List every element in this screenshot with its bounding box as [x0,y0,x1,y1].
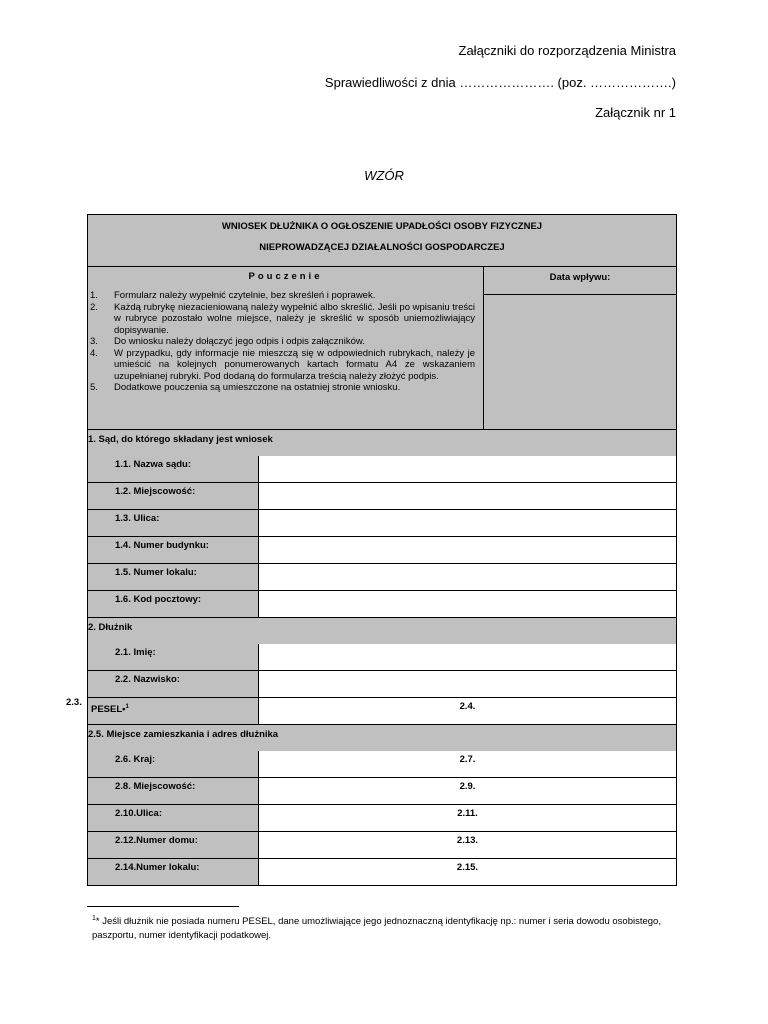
address-field-label: 2.10.Ulica: [88,805,259,831]
address-field-label: 2.14.Numer lokalu: [88,859,259,885]
pesel-row [88,697,676,724]
wzor-label: WZÓR [364,168,404,183]
field-input[interactable] [259,456,676,482]
date-received-heading: Data wpływu: [484,267,676,295]
address-field-input[interactable]: 2.7. [259,751,676,777]
form-title-line-1: WNIOSEK DŁUŻNIKA O OGŁOSZENIE UPADŁOŚCI OSOBY FIZYCZNEJ [221,221,543,232]
footnote-separator [87,906,239,907]
field-label: 2.2. Nazwisko: [88,671,259,697]
header-line-1: Załączniki do rozporządzenia Ministra [458,43,676,58]
field-label: 1.4. Numer budynku: [88,537,259,563]
field-label: 1.3. Ulica: [88,510,259,536]
address-row [88,751,676,777]
pouczenie-item-number: 3. [90,336,98,347]
section-2-header: 2. Dłużnik [88,617,676,644]
address-row [88,858,676,885]
field-input[interactable] [259,483,676,509]
pouczenie-row [88,266,676,429]
pesel-footnote-ref: 1 [125,704,129,710]
pouczenie-item-text: Dodatkowe pouczenia są umieszczone na ostatniej stronie wniosku. [114,382,401,393]
field-input[interactable] [259,591,676,617]
address-field-label: 2.8. Miejscowość: [88,778,259,804]
pouczenie-item-number: 4. [90,347,98,359]
form-title-line-2: NIEPROWADZĄCEJ DZIAŁALNOŚCI GOSPODARCZEJ [259,242,505,253]
pouczenie-item-text: Formularz należy wypełnić czytelnie, bez skreśleń i poprawek. [114,290,376,301]
field-input[interactable] [259,671,676,697]
address-field-label: 2.12.Numer domu: [88,832,259,858]
pouczenie-item-number: 1. [90,290,98,301]
field-label: 1.1. Nazwa sądu: [88,456,259,482]
field-label: 2.1. Imię: [88,644,259,670]
form-field-row [88,509,676,536]
field-label: 1.5. Numer lokalu: [88,564,259,590]
field-input[interactable] [259,537,676,563]
pouczenie-item [90,290,475,302]
form-field-row [88,456,676,482]
form-field-row [88,590,676,617]
form-field-row [88,670,676,697]
pesel-label [88,698,259,724]
field-input[interactable] [259,510,676,536]
section-1-header: 1. Sąd, do którego składany jest wniosek [88,429,676,456]
pouczenie-item-number: 2. [90,301,98,313]
address-field-input[interactable]: 2.13. [259,832,676,858]
header-line-2: Sprawiedliwości z dnia …………………. (poz. ……………….) [324,75,676,90]
pouczenie-box [88,267,484,429]
form-field-row [88,536,676,563]
form-title [88,215,676,266]
address-field-label: 2.6. Kraj: [88,751,259,777]
field-2-4[interactable]: 2.4. [259,698,676,724]
footnote-mark: 1 [92,915,96,922]
field-input[interactable] [259,564,676,590]
address-row [88,777,676,804]
section-2-5-header: 2.5. Miejsce zamieszkania i adres dłużnika [88,724,676,751]
address-field-input[interactable]: 2.15. [259,859,676,885]
pouczenie-list [88,284,483,394]
address-row [88,831,676,858]
date-received-box [484,267,676,429]
footnote [92,912,682,943]
application-form [87,214,677,886]
field-label: 1.2. Miejscowość: [88,483,259,509]
pouczenie-item [90,382,475,394]
address-field-input[interactable]: 2.11. [259,805,676,831]
pouczenie-item-text: Do wniosku należy dołączyć jego odpis i odpis załączników. [114,336,365,347]
footnote-text: * Jeśli dłużnik nie posiada numeru PESEL, dane umożliwiające jego jednoznaczną identyfikację np.: numer i seria dowodu osobistego, paszportu, numer identyfikacji podatkowej. [92,916,661,942]
form-field-row [88,482,676,509]
form-field-row [88,563,676,590]
pouczenie-item [90,336,475,348]
pesel-number: 2.3. [66,697,82,708]
pouczenie-item-text: Każdą rubrykę niezacieniowaną należy wypełnić albo skreślić. Jeśli po wpisaniu treści w rubryce pozostało wolne miejsce, należy je skreślić w sposób uniemożliwiający dopisywanie. [114,301,475,336]
form-field-row [88,644,676,670]
field-input[interactable] [259,644,676,670]
pouczenie-item [90,302,475,337]
pouczenie-item [90,348,475,383]
pouczenie-item-text: W przypadku, gdy informacje nie mieszczą się w odpowiednich rubrykach, należy je umieścić na kolejnych ponumerowanych kartach formatu A4 ze wskazaniem uzupełnianej rubryki. Pod dodaną do formularza treścią należy złożyć podpis. [114,347,475,382]
pouczenie-heading: Pouczenie [88,267,483,284]
pouczenie-item-number: 5. [90,382,98,393]
pesel-label-text: PESEL• [91,704,126,716]
address-field-input[interactable]: 2.9. [259,778,676,804]
field-label: 1.6. Kod pocztowy: [88,591,259,617]
address-row [88,804,676,831]
header-line-3: Załącznik nr 1 [595,105,676,120]
